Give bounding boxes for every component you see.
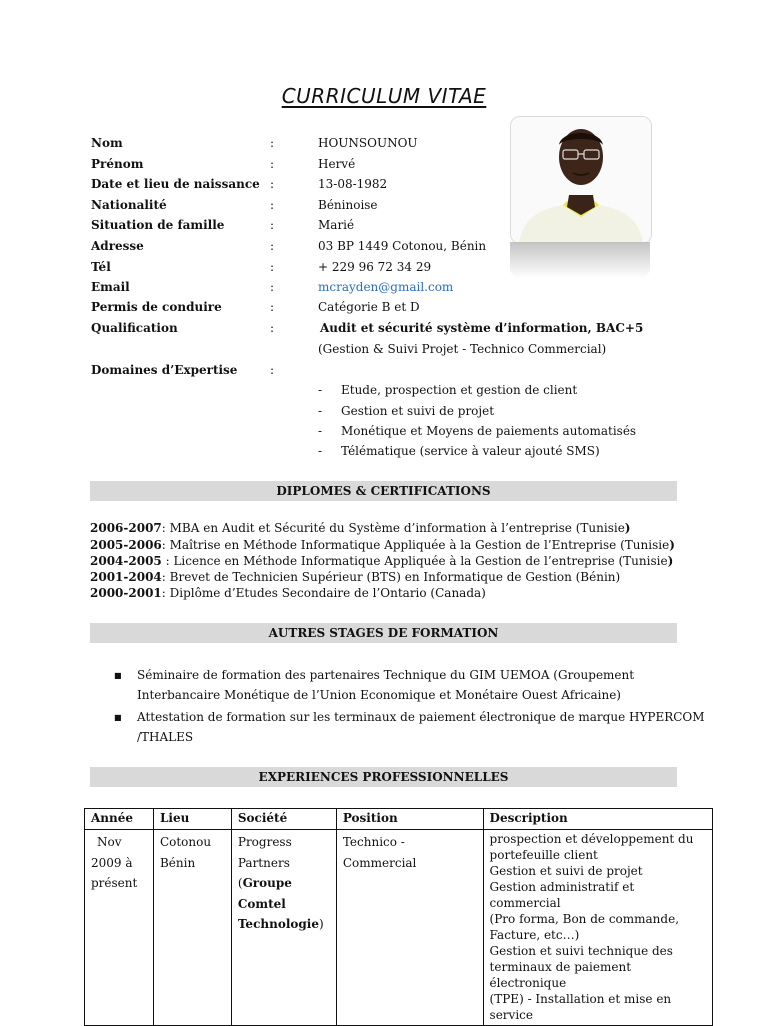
- cell-line: Technologie): [237, 917, 324, 931]
- stage-item-line: Séminaire de formation des partenaires Technique du GIM UEMOA (Groupement: [137, 668, 635, 682]
- section-header-experiences: EXPERIENCES PROFESSIONNELLES: [90, 767, 677, 787]
- cell-line: Comtel: [237, 896, 286, 911]
- column-header-position: Position: [336, 809, 483, 830]
- cell-position: [336, 830, 483, 1026]
- label-email: Email: [91, 280, 130, 294]
- label-qualification: Qualification: [91, 321, 178, 335]
- section-header-diplomes: DIPLOMES & CERTIFICATIONS: [90, 481, 677, 501]
- section-header-stages: AUTRES STAGES DE FORMATION: [90, 623, 677, 643]
- value-adresse: 03 BP 1449 Cotonou, Bénin: [318, 239, 487, 253]
- dash-marker: -: [318, 404, 323, 418]
- cell-line: portefeuille client: [489, 848, 598, 862]
- value-naissance: 13-08-1982: [318, 177, 388, 191]
- diploma-item: 2005-2006: Maîtrise en Méthode Informatique Appliquée à la Gestion de l’Entreprise (Tunisie): [90, 538, 675, 552]
- label-naissance: Date et lieu de naissance: [91, 177, 260, 191]
- value-qualification-detail: (Gestion & Suivi Projet - Technico Commercial): [318, 342, 607, 356]
- dash-marker: -: [318, 444, 323, 458]
- cell-line: (Groupe: [237, 876, 292, 890]
- cell-annee: [85, 830, 154, 1026]
- value-nom: HOUNSOUNOU: [318, 136, 418, 150]
- diploma-item: 2004-2005 : Licence en Méthode Informatique Appliquée à la Gestion de l’entreprise (Tunisie): [90, 554, 674, 568]
- value-situation: Marié: [318, 218, 355, 232]
- colon: :: [270, 280, 275, 294]
- colon: :: [270, 363, 275, 377]
- colon: :: [270, 177, 275, 191]
- expertise-item: Monétique et Moyens de paiements automatisés: [341, 424, 637, 438]
- cell-line: 2009 à: [91, 855, 133, 870]
- cv-title: CURRICULUM VITAE: [281, 84, 487, 108]
- diploma-item: 2006-2007: MBA en Audit et Sécurité du Système d’information à l’entreprise (Tunisie): [90, 521, 631, 535]
- cell-line: terminaux de paiement électronique: [489, 960, 632, 990]
- value-prenom: Hervé: [318, 157, 356, 171]
- colon: :: [270, 321, 275, 335]
- value-qualification: Audit et sécurité système d’information, BAC+5: [320, 321, 644, 335]
- column-header-societe: Société: [231, 809, 336, 830]
- expertise-item: Gestion et suivi de projet: [341, 404, 495, 418]
- label-situation: Situation de famille: [91, 218, 225, 232]
- value-permis: Catégorie B et D: [318, 300, 420, 314]
- column-header-annee: Année: [85, 809, 154, 830]
- colon: :: [270, 218, 275, 232]
- cell-line: Nov: [97, 835, 122, 849]
- expertise-item: Etude, prospection et gestion de client: [341, 383, 578, 397]
- cell-line: Partners: [237, 855, 290, 870]
- label-prenom: Prénom: [91, 157, 144, 171]
- value-nationalite: Béninoise: [318, 198, 378, 212]
- experience-table: [84, 808, 713, 1026]
- colon: :: [270, 136, 275, 150]
- cell-line: prospection et développement du: [489, 832, 694, 846]
- cell-societe: [231, 830, 336, 1026]
- colon: :: [270, 157, 275, 171]
- label-nationalite: Nationalité: [91, 198, 167, 212]
- cell-line: (TPE) - Installation et mise en service: [489, 992, 672, 1022]
- cell-lieu: [153, 830, 231, 1026]
- table-row: [85, 830, 713, 1026]
- dash-marker: -: [318, 424, 323, 438]
- photo-reflection: [510, 242, 650, 278]
- dash-marker: -: [318, 383, 323, 397]
- email-link[interactable]: mcrayden@gmail.com: [318, 280, 454, 294]
- diploma-item: 2000-2001: Diplôme d’Etudes Secondaire de l’Ontario (Canada): [90, 586, 486, 600]
- cell-description: [483, 830, 712, 1026]
- column-header-description: Description: [483, 809, 712, 830]
- colon: :: [270, 260, 275, 274]
- table-header-row: [85, 809, 713, 830]
- cell-line: présent: [91, 876, 138, 890]
- value-tel: + 229 96 72 34 29: [318, 260, 432, 274]
- stage-item-line: Interbancaire Monétique de l’Union Economique et Monétaire Ouest Africaine): [137, 688, 621, 702]
- diploma-item: 2001-2004: Brevet de Technicien Supérieur (BTS) en Informatique de Gestion (Bénin): [90, 570, 621, 584]
- cell-line: Gestion administratif et commercial: [489, 880, 635, 910]
- colon: :: [270, 198, 275, 212]
- cell-line: Gestion et suivi de projet: [489, 864, 643, 878]
- colon: :: [270, 300, 275, 314]
- cell-line: Technico - Commercial: [342, 835, 417, 870]
- expertise-item: Télématique (service à valeur ajouté SMS): [341, 444, 600, 458]
- label-permis: Permis de conduire: [91, 300, 222, 314]
- cell-line: Progress: [237, 835, 292, 849]
- square-bullet-icon: ■: [114, 713, 122, 722]
- label-tel: Tél: [91, 260, 111, 274]
- square-bullet-icon: ■: [114, 671, 122, 680]
- cell-line: Cotonou: [159, 835, 212, 849]
- cell-line: Facture, etc…): [489, 928, 580, 942]
- stage-item-line: /THALES: [137, 730, 194, 744]
- label-expertise: Domaines d’Expertise: [91, 363, 238, 377]
- cell-line: (Pro forma, Bon de commande,: [489, 912, 680, 926]
- label-nom: Nom: [91, 136, 123, 150]
- cell-line: Bénin: [159, 855, 196, 870]
- label-adresse: Adresse: [91, 239, 144, 253]
- cell-line: Gestion et suivi technique des: [489, 944, 673, 958]
- stage-item-line: Attestation de formation sur les terminaux de paiement électronique de marque HYPERCOM: [137, 710, 705, 724]
- profile-photo: [510, 116, 652, 244]
- colon: :: [270, 239, 275, 253]
- column-header-lieu: Lieu: [153, 809, 231, 830]
